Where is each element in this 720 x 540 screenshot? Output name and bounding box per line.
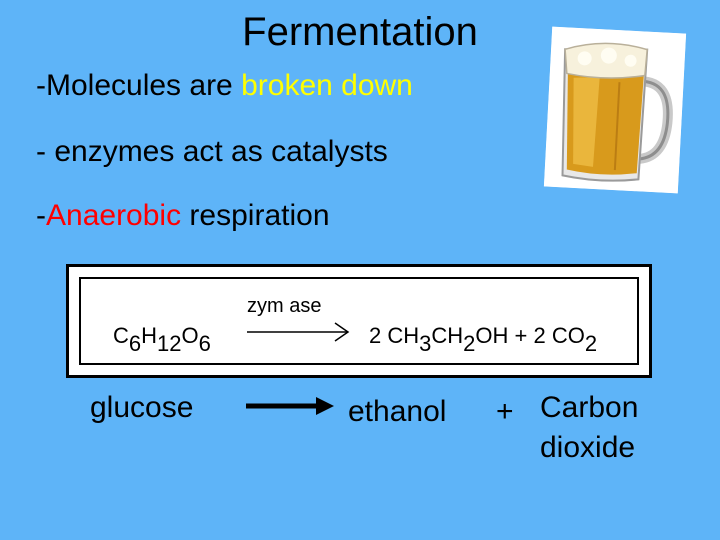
bullet-enzymes: - enzymes act as catalysts	[36, 135, 388, 168]
product-sub-1: 3	[419, 331, 432, 356]
product-sub-3: 2	[584, 331, 598, 356]
formula-c: C	[113, 323, 129, 348]
word-dioxide: dioxide	[540, 431, 636, 464]
products-formula	[369, 323, 598, 356]
bullet-anaerobic-dash: -	[36, 199, 46, 232]
beer-mug-icon	[544, 27, 686, 194]
formula-c-count: 6	[128, 331, 142, 356]
slide-title: Fermentation	[242, 10, 478, 54]
reaction-arrow-icon	[247, 319, 353, 345]
bullet-anaerobic-highlight: Anaerobic	[46, 199, 182, 232]
word-ethanol: ethanol	[348, 395, 447, 428]
product-sub-2: 2	[463, 331, 476, 356]
product-part-1: 2 CH	[369, 323, 420, 348]
formula-h: H	[141, 323, 158, 348]
chemical-equation-box	[66, 264, 652, 378]
enzyme-label: zym ase	[247, 295, 322, 317]
bullet-molecules-text: -Molecules are	[36, 69, 242, 102]
word-glucose: glucose	[90, 391, 194, 424]
formula-h-count: 12	[157, 331, 182, 356]
bullet-molecules	[36, 68, 413, 104]
beer-mug-image	[544, 27, 686, 194]
chemical-equation-frame	[79, 277, 639, 365]
word-plus: +	[496, 395, 514, 428]
word-carbon: Carbon	[540, 391, 639, 424]
bullet-anaerobic-suffix: respiration	[181, 199, 330, 232]
bullet-molecules-highlight: broken down	[241, 69, 413, 102]
formula-o: O	[181, 323, 199, 348]
word-carbon-dioxide	[540, 388, 638, 468]
product-part-3: OH + 2 CO	[475, 323, 585, 348]
formula-o-count: 6	[198, 331, 211, 356]
word-equation-arrow-icon	[244, 394, 336, 418]
bullet-anaerobic	[36, 198, 330, 234]
product-part-2: CH	[431, 323, 464, 348]
glucose-formula	[113, 323, 211, 356]
